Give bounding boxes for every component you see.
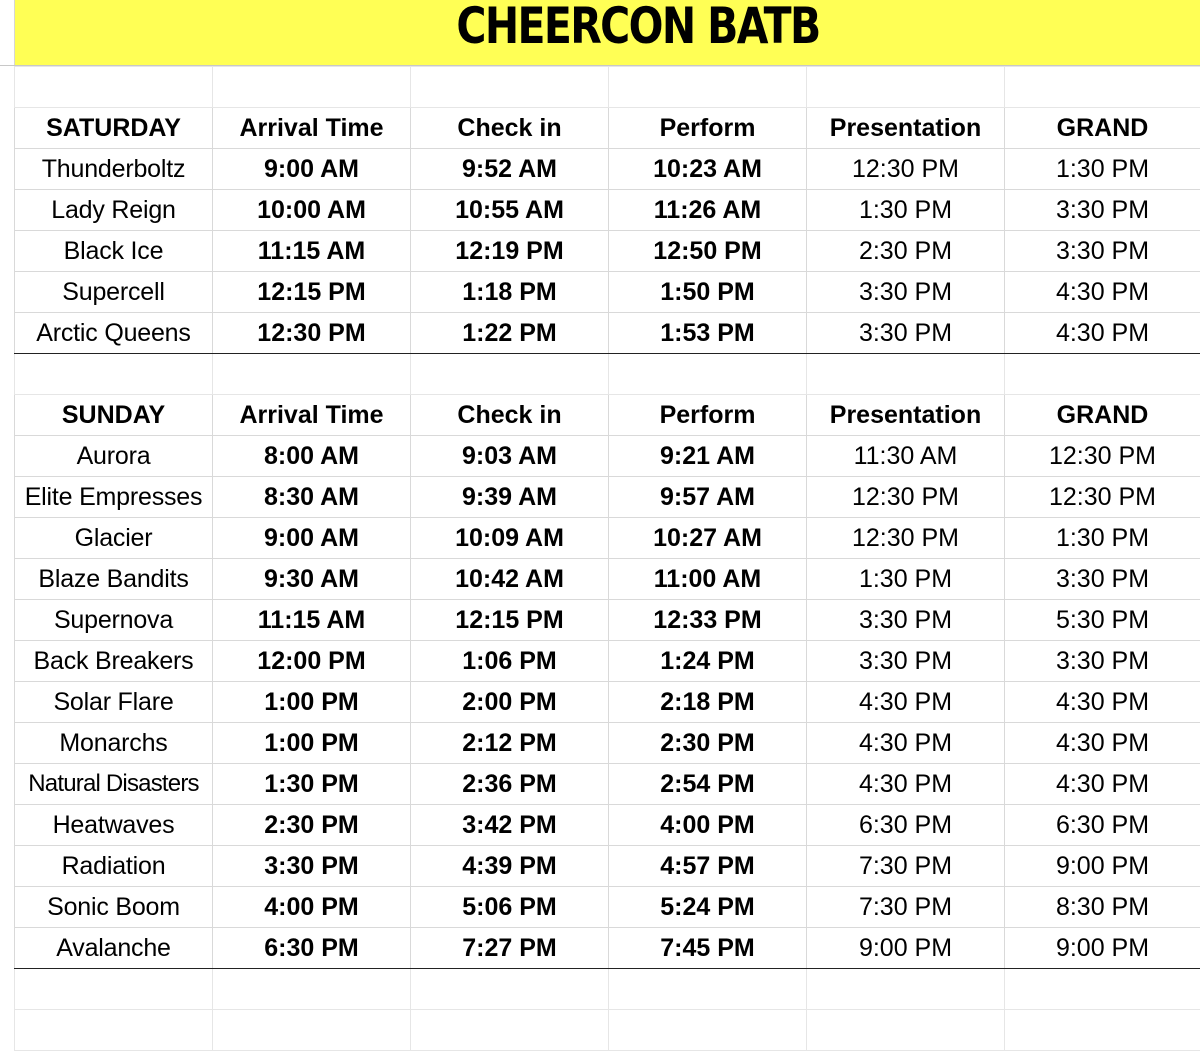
table-row (15, 477, 1200, 518)
row-header-gutter (0, 0, 15, 65)
team-name-cell[interactable]: Elite Empresses (15, 477, 213, 518)
team-name-cell[interactable]: Lady Reign (15, 190, 213, 231)
perform-time-cell[interactable]: 9:21 AM (609, 436, 807, 477)
grand-time-cell[interactable]: 5:30 PM (1005, 600, 1200, 641)
table-row (15, 149, 1200, 190)
team-name-cell[interactable]: Monarchs (15, 723, 213, 764)
presentation-time-cell[interactable]: 12:30 PM (807, 477, 1005, 518)
empty-cell[interactable] (807, 969, 1005, 1010)
table-row (15, 600, 1200, 641)
team-name-cell[interactable]: Arctic Queens (15, 313, 213, 354)
grid-body (15, 67, 1200, 1051)
presentation-time-cell[interactable]: 2:30 PM (807, 231, 1005, 272)
presentation-time-cell[interactable]: 6:30 PM (807, 805, 1005, 846)
presentation-time-cell[interactable]: 4:30 PM (807, 682, 1005, 723)
team-name-cell[interactable]: Natural Disasters (15, 764, 213, 805)
empty-cell[interactable] (609, 67, 807, 108)
table-row (15, 641, 1200, 682)
grand-time-cell[interactable]: 3:30 PM (1005, 641, 1200, 682)
sunday-header-row (15, 395, 1200, 436)
grand-time-cell[interactable]: 4:30 PM (1005, 723, 1200, 764)
table-row (15, 272, 1200, 313)
checkin-time-cell[interactable]: 10:55 AM (411, 190, 609, 231)
grand-time-cell[interactable]: 9:00 PM (1005, 928, 1200, 969)
perform-time-cell[interactable]: 4:57 PM (609, 846, 807, 887)
checkin-time-cell[interactable]: 3:42 PM (411, 805, 609, 846)
team-name-cell[interactable]: Supernova (15, 600, 213, 641)
grand-time-cell[interactable]: 3:30 PM (1005, 190, 1200, 231)
grand-time-cell[interactable]: 8:30 PM (1005, 887, 1200, 928)
arrival-time-cell[interactable]: 4:00 PM (213, 887, 411, 928)
grand-time-cell[interactable]: 6:30 PM (1005, 805, 1200, 846)
arrival-time-cell[interactable]: 10:00 AM (213, 190, 411, 231)
grand-time-cell[interactable]: 3:30 PM (1005, 231, 1200, 272)
empty-cell[interactable] (411, 67, 609, 108)
column-header-arrival[interactable]: Arrival Time (213, 395, 411, 436)
perform-time-cell[interactable]: 1:24 PM (609, 641, 807, 682)
table-row (15, 682, 1200, 723)
empty-cell[interactable] (213, 969, 411, 1010)
perform-time-cell[interactable]: 2:30 PM (609, 723, 807, 764)
grand-time-cell[interactable]: 4:30 PM (1005, 764, 1200, 805)
empty-cell[interactable] (411, 1010, 609, 1051)
schedule-grid (14, 66, 1200, 1051)
table-row (15, 846, 1200, 887)
empty-cell[interactable] (15, 1010, 213, 1051)
perform-time-cell[interactable]: 2:18 PM (609, 682, 807, 723)
team-name-cell[interactable]: Glacier (15, 518, 213, 559)
perform-time-cell[interactable]: 1:53 PM (609, 313, 807, 354)
grand-time-cell[interactable]: 4:30 PM (1005, 313, 1200, 354)
checkin-time-cell[interactable]: 9:03 AM (411, 436, 609, 477)
arrival-time-cell[interactable]: 1:30 PM (213, 764, 411, 805)
team-name-cell[interactable]: Back Breakers (15, 641, 213, 682)
table-row (15, 764, 1200, 805)
table-row (15, 190, 1200, 231)
saturday-header-row (15, 108, 1200, 149)
team-name-cell[interactable]: Black Ice (15, 231, 213, 272)
empty-row (15, 969, 1200, 1010)
presentation-time-cell[interactable]: 1:30 PM (807, 559, 1005, 600)
perform-time-cell[interactable]: 10:27 AM (609, 518, 807, 559)
checkin-time-cell[interactable]: 2:12 PM (411, 723, 609, 764)
presentation-time-cell[interactable]: 3:30 PM (807, 313, 1005, 354)
empty-row (15, 67, 1200, 108)
day-header-cell[interactable]: SUNDAY (15, 395, 213, 436)
checkin-time-cell[interactable]: 12:19 PM (411, 231, 609, 272)
table-row (15, 559, 1200, 600)
empty-cell[interactable] (15, 969, 213, 1010)
grand-time-cell[interactable]: 4:30 PM (1005, 682, 1200, 723)
table-row (15, 805, 1200, 846)
grand-time-cell[interactable]: 4:30 PM (1005, 272, 1200, 313)
presentation-time-cell[interactable]: 7:30 PM (807, 846, 1005, 887)
empty-row (15, 1010, 1200, 1051)
presentation-time-cell[interactable]: 7:30 PM (807, 887, 1005, 928)
grand-time-cell[interactable]: 1:30 PM (1005, 149, 1200, 190)
empty-cell[interactable] (15, 354, 213, 395)
empty-cell[interactable] (609, 969, 807, 1010)
day-header-cell[interactable]: SATURDAY (15, 108, 213, 149)
arrival-time-cell[interactable]: 2:30 PM (213, 805, 411, 846)
team-name-cell[interactable]: Sonic Boom (15, 887, 213, 928)
presentation-time-cell[interactable]: 11:30 AM (807, 436, 1005, 477)
checkin-time-cell[interactable]: 7:27 PM (411, 928, 609, 969)
arrival-time-cell[interactable]: 1:00 PM (213, 723, 411, 764)
table-row (15, 723, 1200, 764)
empty-cell[interactable] (411, 969, 609, 1010)
team-name-cell[interactable]: Thunderboltz (15, 149, 213, 190)
grand-time-cell[interactable]: 9:00 PM (1005, 846, 1200, 887)
arrival-time-cell[interactable]: 9:00 AM (213, 518, 411, 559)
empty-cell[interactable] (609, 1010, 807, 1051)
perform-time-cell[interactable]: 4:00 PM (609, 805, 807, 846)
table-row (15, 436, 1200, 477)
arrival-time-cell[interactable]: 12:15 PM (213, 272, 411, 313)
checkin-time-cell[interactable]: 12:15 PM (411, 600, 609, 641)
table-row (15, 518, 1200, 559)
empty-cell[interactable] (213, 1010, 411, 1051)
perform-time-cell[interactable]: 9:57 AM (609, 477, 807, 518)
arrival-time-cell[interactable]: 1:00 PM (213, 682, 411, 723)
column-header-grand[interactable]: GRAND (1005, 108, 1200, 149)
empty-cell[interactable] (807, 1010, 1005, 1051)
checkin-time-cell[interactable]: 5:06 PM (411, 887, 609, 928)
team-name-cell[interactable]: Heatwaves (15, 805, 213, 846)
team-name-cell[interactable]: Blaze Bandits (15, 559, 213, 600)
column-header-perform[interactable]: Perform (609, 395, 807, 436)
checkin-time-cell[interactable]: 1:22 PM (411, 313, 609, 354)
perform-time-cell[interactable]: 2:54 PM (609, 764, 807, 805)
column-header-grand[interactable]: GRAND (1005, 395, 1200, 436)
arrival-time-cell[interactable]: 3:30 PM (213, 846, 411, 887)
grand-time-cell[interactable]: 12:30 PM (1005, 477, 1200, 518)
empty-cell[interactable] (807, 67, 1005, 108)
checkin-time-cell[interactable]: 1:06 PM (411, 641, 609, 682)
table-row (15, 231, 1200, 272)
presentation-time-cell[interactable]: 4:30 PM (807, 723, 1005, 764)
column-header-checkin[interactable]: Check in (411, 395, 609, 436)
arrival-time-cell[interactable]: 11:15 AM (213, 600, 411, 641)
empty-cell[interactable] (411, 354, 609, 395)
arrival-time-cell[interactable]: 9:30 AM (213, 559, 411, 600)
presentation-time-cell[interactable]: 1:30 PM (807, 190, 1005, 231)
grand-time-cell[interactable]: 12:30 PM (1005, 436, 1200, 477)
arrival-time-cell[interactable]: 12:00 PM (213, 641, 411, 682)
perform-time-cell[interactable]: 1:50 PM (609, 272, 807, 313)
empty-cell[interactable] (609, 354, 807, 395)
team-name-cell[interactable]: Aurora (15, 436, 213, 477)
presentation-time-cell[interactable]: 3:30 PM (807, 272, 1005, 313)
arrival-time-cell[interactable]: 12:30 PM (213, 313, 411, 354)
perform-time-cell[interactable]: 11:00 AM (609, 559, 807, 600)
arrival-time-cell[interactable]: 6:30 PM (213, 928, 411, 969)
table-row (15, 313, 1200, 354)
checkin-time-cell[interactable]: 9:52 AM (411, 149, 609, 190)
checkin-time-cell[interactable]: 10:09 AM (411, 518, 609, 559)
checkin-time-cell[interactable]: 2:36 PM (411, 764, 609, 805)
table-row (15, 928, 1200, 969)
checkin-time-cell[interactable]: 4:39 PM (411, 846, 609, 887)
presentation-time-cell[interactable]: 4:30 PM (807, 764, 1005, 805)
team-name-cell[interactable]: Avalanche (15, 928, 213, 969)
arrival-time-cell[interactable]: 11:15 AM (213, 231, 411, 272)
perform-time-cell[interactable]: 5:24 PM (609, 887, 807, 928)
empty-cell[interactable] (1005, 969, 1200, 1010)
column-header-perform[interactable]: Perform (609, 108, 807, 149)
presentation-time-cell[interactable]: 12:30 PM (807, 149, 1005, 190)
empty-cell[interactable] (1005, 1010, 1200, 1051)
perform-time-cell[interactable]: 7:45 PM (609, 928, 807, 969)
presentation-time-cell[interactable]: 3:30 PM (807, 641, 1005, 682)
team-name-cell[interactable]: Supercell (15, 272, 213, 313)
team-name-cell[interactable]: Radiation (15, 846, 213, 887)
checkin-time-cell[interactable]: 9:39 AM (411, 477, 609, 518)
column-header-presentation[interactable]: Presentation (807, 108, 1005, 149)
presentation-time-cell[interactable]: 9:00 PM (807, 928, 1005, 969)
column-header-checkin[interactable]: Check in (411, 108, 609, 149)
column-header-presentation[interactable]: Presentation (807, 395, 1005, 436)
empty-cell[interactable] (213, 354, 411, 395)
checkin-time-cell[interactable]: 1:18 PM (411, 272, 609, 313)
empty-row (15, 354, 1200, 395)
empty-cell[interactable] (1005, 67, 1200, 108)
empty-cell[interactable] (807, 354, 1005, 395)
checkin-time-cell[interactable]: 2:00 PM (411, 682, 609, 723)
grand-time-cell[interactable]: 1:30 PM (1005, 518, 1200, 559)
title-banner (0, 0, 1200, 66)
team-name-cell[interactable]: Solar Flare (15, 682, 213, 723)
arrival-time-cell[interactable]: 8:00 AM (213, 436, 411, 477)
perform-time-cell[interactable]: 11:26 AM (609, 190, 807, 231)
grand-time-cell[interactable]: 3:30 PM (1005, 559, 1200, 600)
empty-cell[interactable] (15, 67, 213, 108)
checkin-time-cell[interactable]: 10:42 AM (411, 559, 609, 600)
sheet-title: CHEERCON BATB (115, 0, 1099, 55)
table-row (15, 887, 1200, 928)
empty-cell[interactable] (213, 67, 411, 108)
perform-time-cell[interactable]: 12:50 PM (609, 231, 807, 272)
column-header-arrival[interactable]: Arrival Time (213, 108, 411, 149)
empty-cell[interactable] (1005, 354, 1200, 395)
presentation-time-cell[interactable]: 12:30 PM (807, 518, 1005, 559)
perform-time-cell[interactable]: 12:33 PM (609, 600, 807, 641)
presentation-time-cell[interactable]: 3:30 PM (807, 600, 1005, 641)
arrival-time-cell[interactable]: 8:30 AM (213, 477, 411, 518)
arrival-time-cell[interactable]: 9:00 AM (213, 149, 411, 190)
perform-time-cell[interactable]: 10:23 AM (609, 149, 807, 190)
